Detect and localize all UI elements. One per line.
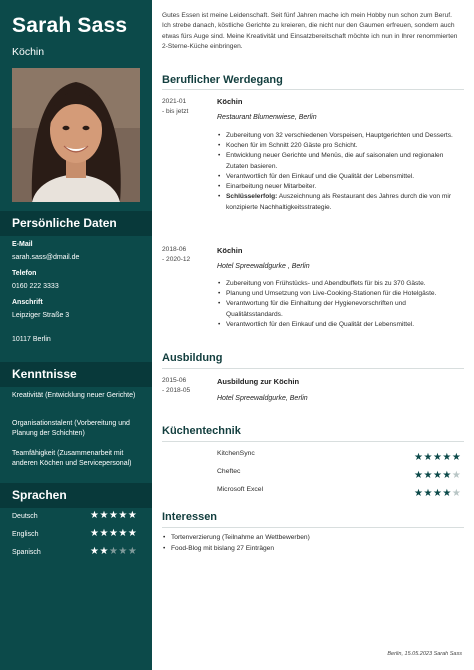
star-filled-icon: ★: [423, 452, 433, 463]
list-item: • Food-Blog mit bislang 27 Einträgen: [162, 544, 462, 555]
email-label: E-Mail: [12, 241, 33, 248]
star-filled-icon: ★: [432, 488, 442, 499]
date-from: 2018-06: [162, 246, 187, 253]
star-empty-icon: ★: [118, 546, 128, 557]
intro-text: Gutes Essen ist meine Leidenschaft. Seit fünf Jahren mache ich mein Hobby nun schon zum Beruf. Ich strebe danach, köstliche Gerichte zu kreieren, die nicht nur den Gaumen erfreuen, sondern auch etwas fürs Auge sind. Meine Kreativität und Einsatzbereitschaft möchte ich nun in Ihrer renommierten 2-Sterne-Küche einbringen.: [162, 12, 458, 51]
kitchen-tech-heading: Küchentechnik: [162, 425, 241, 437]
language-row: [12, 546, 142, 557]
job-bullets: [217, 131, 463, 213]
success-text: Auszeichnung als Restaurant des Jahres durch die von mir konzipierte Nachhaltigkeitsstrategie.: [226, 193, 452, 211]
language-name: Englisch: [12, 531, 39, 538]
job-bullets: [217, 279, 463, 330]
list-item: • Zubereitung von 32 verschiedenen Vorspeisen, Hauptgerichten und Desserts.: [217, 131, 463, 141]
list-item: • Einarbeitung neuer Mitarbeiter.: [217, 182, 463, 192]
date-to: - 2020-12: [162, 256, 191, 264]
list-item: • Zubereitung von Frühstücks- und Abendbuffets für bis zu 370 Gäste.: [217, 279, 463, 289]
education-date: [162, 376, 190, 396]
star-empty-icon: ★: [108, 546, 118, 557]
list-item: [217, 192, 463, 212]
list-item: • Tortenverzierung (Teilnahme an Wettbewerben): [162, 533, 462, 544]
main-content: [152, 0, 474, 670]
language-row: [12, 528, 142, 539]
star-filled-icon: ★: [108, 510, 118, 521]
address-city: 10117 Berlin: [12, 336, 51, 343]
date-from: 2021-01: [162, 98, 187, 105]
languages-heading: Sprachen: [0, 483, 152, 508]
star-empty-icon: ★: [127, 546, 137, 557]
tech-rating: [414, 465, 461, 483]
star-filled-icon: ★: [99, 510, 109, 521]
success-label: Schlüsselerfolg:: [226, 193, 278, 201]
job-date: [162, 245, 190, 265]
address-label: Anschrift: [12, 299, 43, 306]
star-filled-icon: ★: [442, 452, 452, 463]
profile-photo-illustration: [12, 68, 140, 202]
star-filled-icon: ★: [414, 488, 423, 499]
language-name: Deutsch: [12, 513, 38, 520]
interests-list: [162, 533, 462, 554]
star-filled-icon: ★: [90, 528, 99, 539]
skill-item: Kreativität (Entwicklung neuer Gerichte): [12, 392, 136, 399]
star-filled-icon: ★: [451, 452, 461, 463]
job-date: [162, 97, 188, 117]
star-filled-icon: ★: [442, 470, 452, 481]
skill-item: Teamfähigkeit (Zusammenarbeit mit anderen Köchen und Servicepersonal): [12, 450, 132, 468]
skill-item: Organisationstalent (Vorbereitung und Planung der Schichten): [12, 420, 130, 438]
tech-name: Microsoft Excel: [217, 486, 264, 493]
candidate-name: Sarah Sass: [12, 14, 128, 37]
star-filled-icon: ★: [118, 510, 128, 521]
star-filled-icon: ★: [414, 470, 423, 481]
star-filled-icon: ★: [90, 510, 99, 521]
tech-rating: [414, 447, 461, 465]
candidate-role: Köchin: [12, 46, 45, 58]
tech-name: Cheftec: [217, 468, 241, 475]
personal-data-heading: Persönliche Daten: [0, 211, 152, 236]
phone-value: 0160 222 3333: [12, 283, 59, 290]
list-item: • Verantwortlich für den Einkauf und die Qualität der Lebensmittel.: [217, 172, 463, 182]
tech-name: KitchenSync: [217, 450, 255, 457]
tech-rating: [414, 483, 461, 501]
star-filled-icon: ★: [127, 528, 137, 539]
sidebar: [0, 0, 152, 670]
star-empty-icon: ★: [451, 488, 461, 499]
star-filled-icon: ★: [414, 452, 423, 463]
star-filled-icon: ★: [127, 510, 137, 521]
list-item: • Verantwortlich für den Einkauf und die Qualität der Lebensmittel.: [217, 320, 463, 330]
star-filled-icon: ★: [108, 528, 118, 539]
address-street: Leipziger Straße 3: [12, 312, 70, 319]
email-value: sarah.sass@dmail.de: [12, 254, 80, 261]
star-filled-icon: ★: [432, 452, 442, 463]
star-filled-icon: ★: [432, 470, 442, 481]
language-rating: [90, 511, 137, 521]
education-school: Hotel Spreewaldgurke, Berlin: [217, 395, 308, 402]
divider: [162, 527, 464, 528]
divider: [162, 441, 464, 442]
star-filled-icon: ★: [442, 488, 452, 499]
list-item: • Verantwortung für die Einhaltung der Hygienevorschriften und Qualitätsstandards.: [217, 299, 463, 319]
star-filled-icon: ★: [90, 546, 99, 557]
job-title: Köchin: [217, 246, 243, 255]
star-filled-icon: ★: [118, 528, 128, 539]
date-to: - bis jetzt: [162, 108, 189, 116]
star-empty-icon: ★: [451, 470, 461, 481]
job-company: Hotel Spreewaldgurke , Berlin: [217, 263, 310, 270]
date-from: 2015-06: [162, 377, 187, 384]
divider: [162, 368, 464, 369]
experience-heading: Beruflicher Werdegang: [162, 74, 283, 86]
star-filled-icon: ★: [423, 470, 433, 481]
language-row: [12, 510, 142, 521]
skills-heading: Kenntnisse: [0, 362, 152, 387]
date-to: - 2018-05: [162, 387, 191, 395]
language-rating: [90, 547, 137, 557]
signature-line: Berlin, 15.05.2023 Sarah Sass: [387, 651, 462, 657]
divider: [162, 89, 464, 90]
star-filled-icon: ★: [99, 546, 109, 557]
interests-heading: Interessen: [162, 511, 218, 523]
language-name: Spanisch: [12, 549, 41, 556]
list-item: • Entwicklung neuer Gerichte und Menüs, die auf saisonalen und regionalen Zutaten basieren.: [217, 151, 463, 171]
star-filled-icon: ★: [99, 528, 109, 539]
language-rating: [90, 529, 137, 539]
list-item: • Kochen für im Schnitt 220 Gäste pro Schicht.: [217, 141, 463, 151]
star-filled-icon: ★: [423, 488, 433, 499]
education-title: Ausbildung zur Köchin: [217, 377, 300, 386]
job-title: Köchin: [217, 97, 243, 106]
education-heading: Ausbildung: [162, 352, 223, 364]
phone-label: Telefon: [12, 270, 37, 277]
profile-photo: [12, 68, 140, 202]
job-company: Restaurant Blumenwiese, Berlin: [217, 114, 317, 121]
list-item: • Planung und Umsetzung von Live-Cooking-Stationen für die Hotelgäste.: [217, 289, 463, 299]
